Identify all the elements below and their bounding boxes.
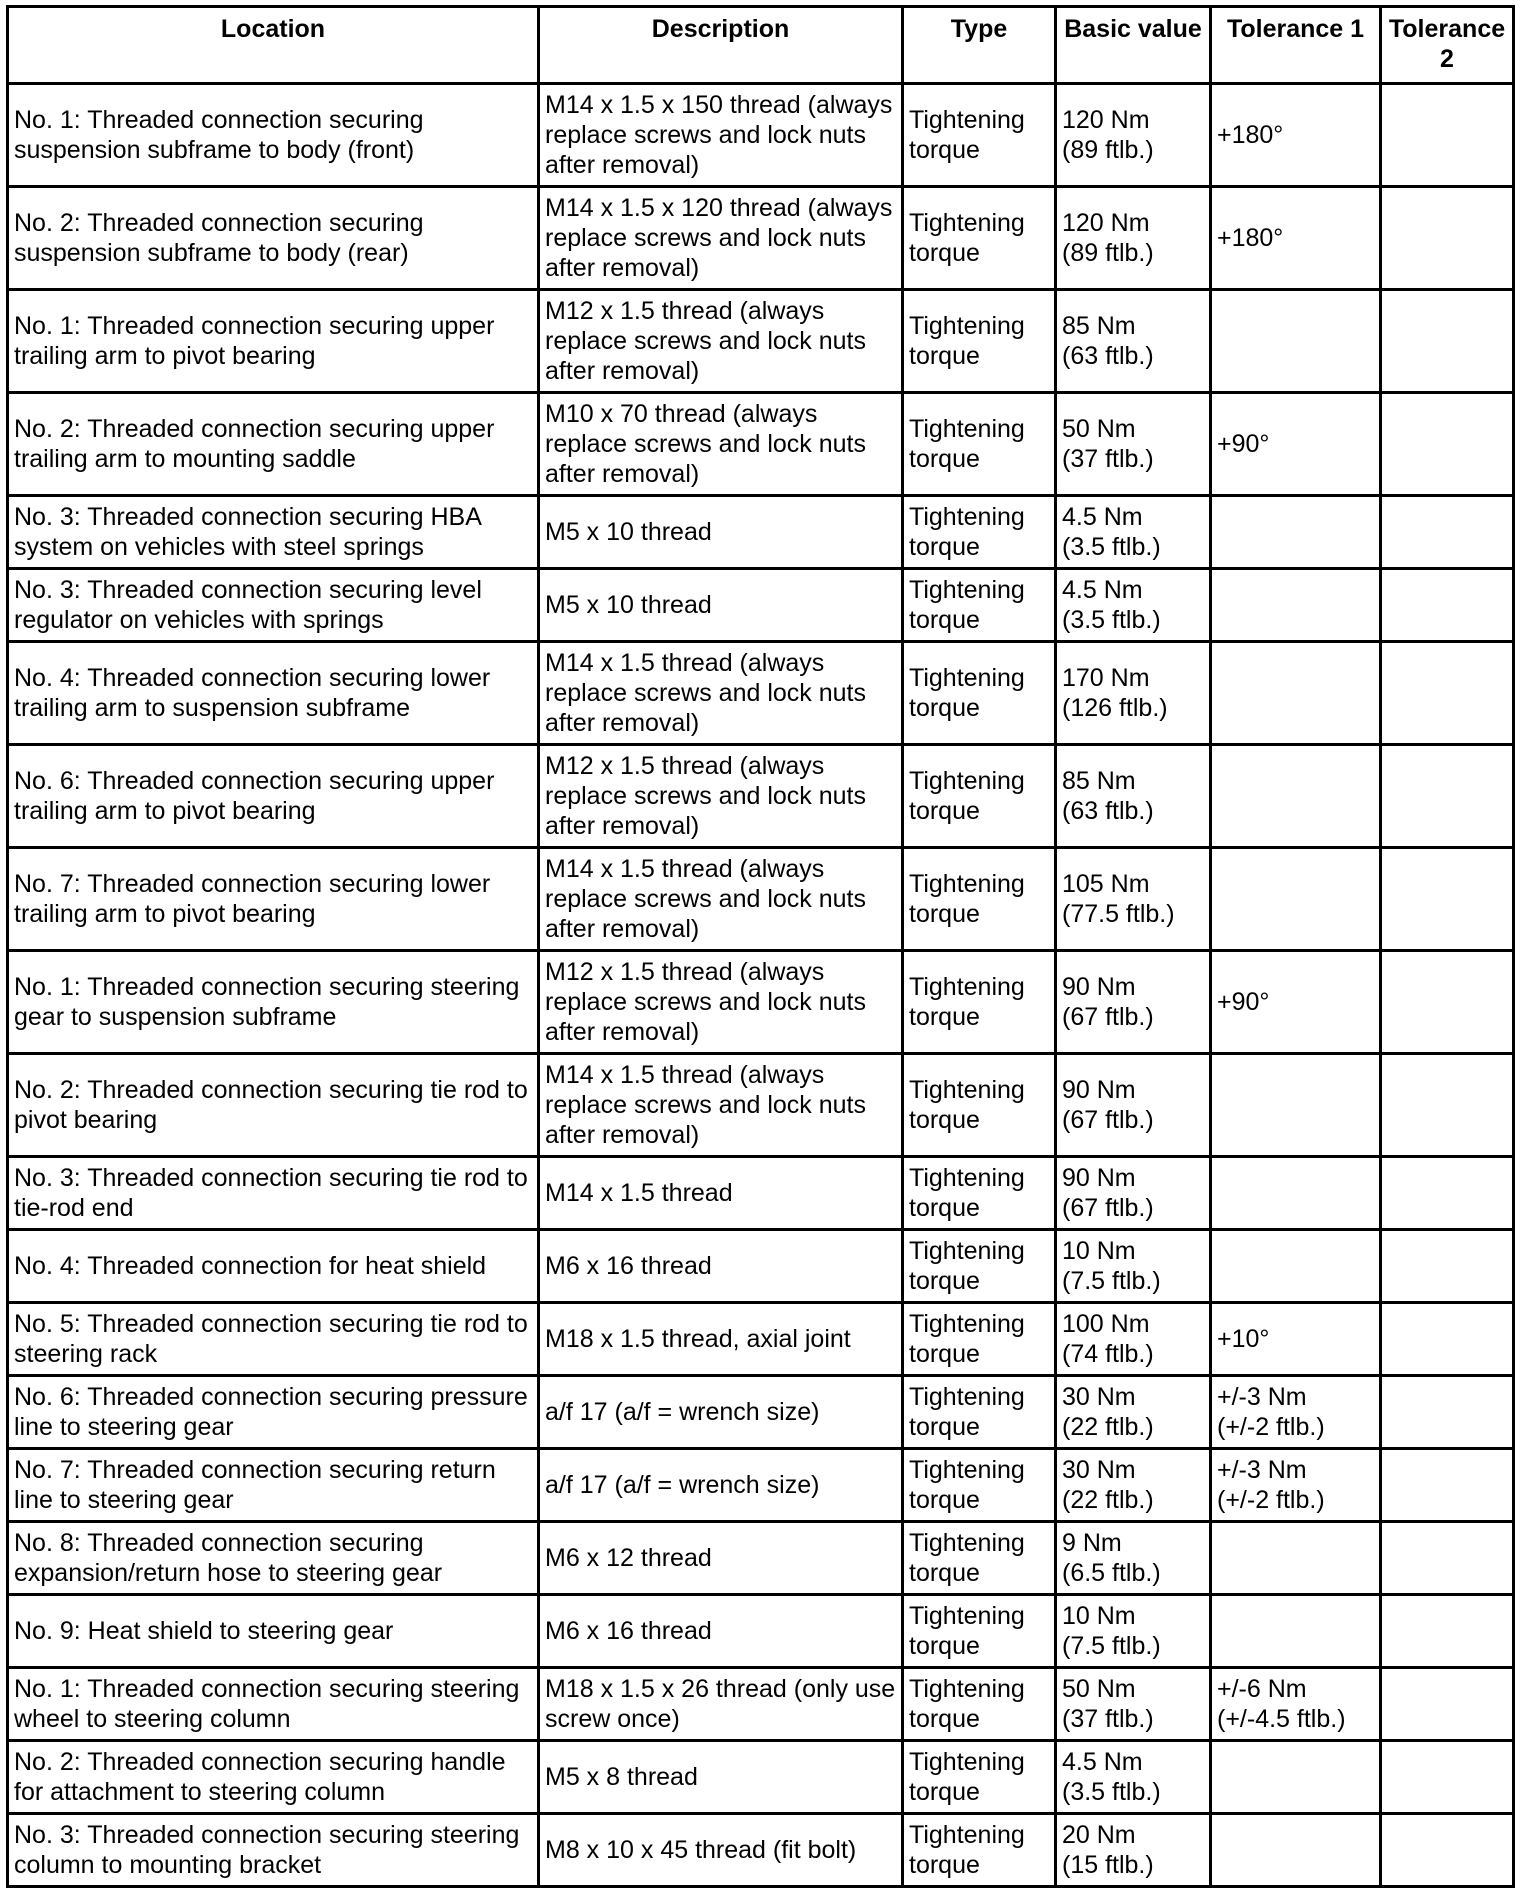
cell-tolerance-2 xyxy=(1381,1449,1514,1522)
cell-description-text: M14 x 1.5 x 120 thread (always replace screws and lock nuts after removal) xyxy=(545,194,893,282)
cell-location-text: No. 6: Threaded connection securing pressure line to steering gear xyxy=(14,1383,528,1441)
table-row xyxy=(8,1376,1514,1449)
header-tolerance-1-label: Tolerance 1 xyxy=(1226,15,1365,43)
table-row xyxy=(8,1303,1514,1376)
cell-description xyxy=(539,1741,903,1814)
cell-description-text: M18 x 1.5 thread, axial joint xyxy=(545,1325,851,1353)
cell-basic-value-text: 4.5 Nm (3.5 ftlb.) xyxy=(1062,576,1161,634)
cell-tolerance-2 xyxy=(1381,1741,1514,1814)
cell-basic-value-text: 50 Nm (37 ftlb.) xyxy=(1062,1675,1154,1733)
cell-description xyxy=(539,290,903,393)
cell-basic-value-text: 120 Nm (89 ftlb.) xyxy=(1062,209,1154,267)
cell-description-text: M12 x 1.5 thread (always replace screws and lock nuts after removal) xyxy=(545,752,866,840)
cell-description-text: M8 x 10 x 45 thread (fit bolt) xyxy=(545,1836,857,1864)
cell-location-text: No. 1: Threaded connection securing steering wheel to steering column xyxy=(14,1675,520,1733)
cell-location-text: No. 5: Threaded connection securing tie rod to steering rack xyxy=(14,1310,528,1368)
cell-basic-value xyxy=(1056,951,1211,1054)
cell-type xyxy=(903,1522,1056,1595)
header-tolerance-2-label: Tolerance 2 xyxy=(1388,15,1506,73)
cell-type-text: Tightening torque xyxy=(909,870,1025,928)
cell-basic-value-text: 50 Nm (37 ftlb.) xyxy=(1062,415,1154,473)
cell-type xyxy=(903,1741,1056,1814)
cell-location xyxy=(8,1303,539,1376)
cell-tolerance-2 xyxy=(1381,1376,1514,1449)
cell-basic-value xyxy=(1056,745,1211,848)
cell-tolerance-1-text: +90° xyxy=(1217,430,1270,458)
table-row xyxy=(8,1522,1514,1595)
table-header xyxy=(8,7,1514,84)
cell-basic-value-text: 20 Nm (15 ftlb.) xyxy=(1062,1821,1154,1879)
cell-tolerance-1-text: +90° xyxy=(1217,988,1270,1016)
cell-description-text: M6 x 12 thread xyxy=(545,1544,712,1572)
header-basic-value-label: Basic value xyxy=(1064,15,1202,43)
cell-tolerance-1 xyxy=(1211,1449,1381,1522)
cell-type-text: Tightening torque xyxy=(909,1310,1025,1368)
cell-type xyxy=(903,1303,1056,1376)
cell-location-text: No. 2: Threaded connection securing tie rod to pivot bearing xyxy=(14,1076,528,1134)
cell-tolerance-2 xyxy=(1381,569,1514,642)
cell-location xyxy=(8,1230,539,1303)
cell-description xyxy=(539,1157,903,1230)
cell-type xyxy=(903,1054,1056,1157)
cell-basic-value xyxy=(1056,84,1211,187)
cell-location-text: No. 7: Threaded connection securing lower trailing arm to pivot bearing xyxy=(14,870,491,928)
cell-location xyxy=(8,642,539,745)
cell-tolerance-2 xyxy=(1381,290,1514,393)
cell-location-text: No. 8: Threaded connection securing expansion/return hose to steering gear xyxy=(14,1529,443,1587)
cell-basic-value xyxy=(1056,393,1211,496)
cell-tolerance-2 xyxy=(1381,745,1514,848)
cell-type-text: Tightening torque xyxy=(909,1164,1025,1222)
cell-location xyxy=(8,569,539,642)
cell-tolerance-1 xyxy=(1211,1741,1381,1814)
cell-type xyxy=(903,1449,1056,1522)
cell-description-text: M14 x 1.5 thread (always replace screws and lock nuts after removal) xyxy=(545,1061,866,1149)
cell-tolerance-2 xyxy=(1381,1054,1514,1157)
cell-basic-value-text: 4.5 Nm (3.5 ftlb.) xyxy=(1062,503,1161,561)
cell-basic-value-text: 10 Nm (7.5 ftlb.) xyxy=(1062,1237,1161,1295)
cell-description-text: M5 x 10 thread xyxy=(545,591,712,619)
cell-tolerance-2 xyxy=(1381,393,1514,496)
cell-description xyxy=(539,1668,903,1741)
table-row xyxy=(8,569,1514,642)
cell-type xyxy=(903,1595,1056,1668)
header-row xyxy=(8,7,1514,84)
cell-basic-value xyxy=(1056,187,1211,290)
cell-basic-value xyxy=(1056,496,1211,569)
table-row xyxy=(8,745,1514,848)
cell-basic-value-text: 100 Nm (74 ftlb.) xyxy=(1062,1310,1154,1368)
cell-description xyxy=(539,1054,903,1157)
cell-tolerance-2 xyxy=(1381,1303,1514,1376)
cell-tolerance-1-text: +180° xyxy=(1217,121,1284,149)
cell-tolerance-2 xyxy=(1381,1595,1514,1668)
cell-type-text: Tightening torque xyxy=(909,576,1025,634)
cell-type-text: Tightening torque xyxy=(909,973,1025,1031)
cell-tolerance-1 xyxy=(1211,1230,1381,1303)
cell-location xyxy=(8,84,539,187)
cell-description-text: M6 x 16 thread xyxy=(545,1617,712,1645)
cell-location xyxy=(8,1157,539,1230)
cell-type xyxy=(903,1157,1056,1230)
cell-location-text: No. 2: Threaded connection securing suspension subframe to body (rear) xyxy=(14,209,424,267)
cell-type xyxy=(903,951,1056,1054)
table-row xyxy=(8,1230,1514,1303)
cell-location xyxy=(8,1668,539,1741)
cell-type xyxy=(903,1668,1056,1741)
cell-type xyxy=(903,1376,1056,1449)
cell-basic-value-text: 85 Nm (63 ftlb.) xyxy=(1062,767,1154,825)
cell-type xyxy=(903,496,1056,569)
cell-description-text: a/f 17 (a/f = wrench size) xyxy=(545,1398,820,1426)
cell-type xyxy=(903,642,1056,745)
cell-description xyxy=(539,642,903,745)
cell-description xyxy=(539,393,903,496)
cell-location xyxy=(8,848,539,951)
cell-location xyxy=(8,393,539,496)
cell-location-text: No. 3: Threaded connection securing HBA system on vehicles with steel springs xyxy=(14,503,482,561)
cell-location-text: No. 3: Threaded connection securing steering column to mounting bracket xyxy=(14,1821,520,1879)
table-row xyxy=(8,951,1514,1054)
table-row xyxy=(8,1054,1514,1157)
cell-tolerance-2 xyxy=(1381,187,1514,290)
cell-type-text: Tightening torque xyxy=(909,767,1025,825)
cell-description xyxy=(539,84,903,187)
table-body xyxy=(8,84,1514,1887)
cell-description-text: M18 x 1.5 x 26 thread (only use screw once) xyxy=(545,1675,896,1733)
cell-type-text: Tightening torque xyxy=(909,1748,1025,1806)
table-row xyxy=(8,393,1514,496)
cell-description xyxy=(539,187,903,290)
cell-type xyxy=(903,84,1056,187)
cell-tolerance-1-text: +/-3 Nm (+/-2 ftlb.) xyxy=(1217,1456,1325,1514)
cell-basic-value xyxy=(1056,1595,1211,1668)
cell-description xyxy=(539,1376,903,1449)
torque-spec-table xyxy=(6,5,1515,1888)
cell-description-text: a/f 17 (a/f = wrench size) xyxy=(545,1471,820,1499)
cell-location xyxy=(8,496,539,569)
cell-location-text: No. 1: Threaded connection securing suspension subframe to body (front) xyxy=(14,106,424,164)
cell-type-text: Tightening torque xyxy=(909,209,1025,267)
header-basic-value xyxy=(1056,7,1211,84)
cell-location xyxy=(8,1376,539,1449)
cell-type-text: Tightening torque xyxy=(909,1076,1025,1134)
cell-tolerance-1-text: +180° xyxy=(1217,224,1284,252)
cell-type-text: Tightening torque xyxy=(909,1529,1025,1587)
cell-basic-value xyxy=(1056,1522,1211,1595)
cell-location xyxy=(8,745,539,848)
header-tolerance-1 xyxy=(1211,7,1381,84)
cell-tolerance-1 xyxy=(1211,1157,1381,1230)
cell-basic-value-text: 120 Nm (89 ftlb.) xyxy=(1062,106,1154,164)
header-location-label: Location xyxy=(220,15,326,43)
cell-tolerance-2 xyxy=(1381,1522,1514,1595)
table-row xyxy=(8,1157,1514,1230)
cell-type xyxy=(903,569,1056,642)
cell-type-text: Tightening torque xyxy=(909,1456,1025,1514)
cell-description xyxy=(539,1230,903,1303)
cell-location xyxy=(8,1522,539,1595)
table-row xyxy=(8,1595,1514,1668)
cell-basic-value xyxy=(1056,1157,1211,1230)
cell-tolerance-2 xyxy=(1381,84,1514,187)
cell-location-text: No. 6: Threaded connection securing upper trailing arm to pivot bearing xyxy=(14,767,495,825)
cell-location xyxy=(8,1054,539,1157)
table-row xyxy=(8,848,1514,951)
cell-basic-value-text: 105 Nm (77.5 ftlb.) xyxy=(1062,870,1175,928)
cell-type-text: Tightening torque xyxy=(909,1821,1025,1879)
cell-location-text: No. 3: Threaded connection securing level regulator on vehicles with springs xyxy=(14,576,482,634)
cell-basic-value-text: 30 Nm (22 ftlb.) xyxy=(1062,1456,1154,1514)
cell-basic-value-text: 85 Nm (63 ftlb.) xyxy=(1062,312,1154,370)
cell-tolerance-1 xyxy=(1211,1054,1381,1157)
cell-type xyxy=(903,848,1056,951)
cell-type-text: Tightening torque xyxy=(909,1602,1025,1660)
cell-type-text: Tightening torque xyxy=(909,312,1025,370)
cell-type xyxy=(903,745,1056,848)
table-row xyxy=(8,290,1514,393)
cell-description-text: M6 x 16 thread xyxy=(545,1252,712,1280)
cell-tolerance-1 xyxy=(1211,84,1381,187)
cell-location-text: No. 3: Threaded connection securing tie rod to tie-rod end xyxy=(14,1164,528,1222)
cell-description xyxy=(539,951,903,1054)
cell-location xyxy=(8,1449,539,1522)
cell-tolerance-2 xyxy=(1381,1668,1514,1741)
cell-description xyxy=(539,569,903,642)
cell-type-text: Tightening torque xyxy=(909,1383,1025,1441)
cell-description-text: M14 x 1.5 thread (always replace screws and lock nuts after removal) xyxy=(545,855,866,943)
cell-tolerance-1 xyxy=(1211,393,1381,496)
cell-tolerance-2 xyxy=(1381,1230,1514,1303)
cell-location xyxy=(8,951,539,1054)
cell-tolerance-1-text: +/-3 Nm (+/-2 ftlb.) xyxy=(1217,1383,1325,1441)
cell-location-text: No. 9: Heat shield to steering gear xyxy=(14,1617,394,1645)
cell-type xyxy=(903,393,1056,496)
cell-location xyxy=(8,187,539,290)
header-location xyxy=(8,7,539,84)
cell-tolerance-1 xyxy=(1211,1668,1381,1741)
cell-tolerance-1 xyxy=(1211,642,1381,745)
cell-description xyxy=(539,1449,903,1522)
cell-basic-value-text: 4.5 Nm (3.5 ftlb.) xyxy=(1062,1748,1161,1806)
cell-type-text: Tightening torque xyxy=(909,415,1025,473)
cell-basic-value xyxy=(1056,1376,1211,1449)
cell-tolerance-2 xyxy=(1381,1157,1514,1230)
cell-tolerance-1 xyxy=(1211,1522,1381,1595)
cell-basic-value-text: 90 Nm (67 ftlb.) xyxy=(1062,1076,1154,1134)
cell-basic-value xyxy=(1056,848,1211,951)
cell-basic-value-text: 10 Nm (7.5 ftlb.) xyxy=(1062,1602,1161,1660)
cell-basic-value xyxy=(1056,1741,1211,1814)
cell-location-text: No. 1: Threaded connection securing upper trailing arm to pivot bearing xyxy=(14,312,495,370)
cell-tolerance-2 xyxy=(1381,848,1514,951)
cell-basic-value xyxy=(1056,1054,1211,1157)
cell-tolerance-2 xyxy=(1381,642,1514,745)
cell-tolerance-1 xyxy=(1211,1595,1381,1668)
cell-description xyxy=(539,1595,903,1668)
cell-location-text: No. 2: Threaded connection securing upper trailing arm to mounting saddle xyxy=(14,415,495,473)
cell-basic-value xyxy=(1056,1668,1211,1741)
cell-basic-value xyxy=(1056,290,1211,393)
cell-basic-value-text: 90 Nm (67 ftlb.) xyxy=(1062,973,1154,1031)
cell-type-text: Tightening torque xyxy=(909,664,1025,722)
cell-description-text: M12 x 1.5 thread (always replace screws and lock nuts after removal) xyxy=(545,958,866,1046)
cell-tolerance-1 xyxy=(1211,290,1381,393)
table-row xyxy=(8,642,1514,745)
cell-description xyxy=(539,496,903,569)
cell-description-text: M10 x 70 thread (always replace screws and lock nuts after removal) xyxy=(545,400,866,488)
cell-tolerance-1-text: +/-6 Nm (+/-4.5 ftlb.) xyxy=(1217,1675,1346,1733)
cell-location xyxy=(8,290,539,393)
header-type-label: Type xyxy=(950,15,1008,43)
header-description-label: Description xyxy=(651,15,790,43)
cell-basic-value-text: 9 Nm (6.5 ftlb.) xyxy=(1062,1529,1161,1587)
cell-type-text: Tightening torque xyxy=(909,106,1025,164)
cell-location-text: No. 4: Threaded connection for heat shield xyxy=(14,1252,487,1280)
cell-basic-value-text: 90 Nm (67 ftlb.) xyxy=(1062,1164,1154,1222)
cell-basic-value xyxy=(1056,1230,1211,1303)
cell-basic-value xyxy=(1056,1303,1211,1376)
table-row xyxy=(8,84,1514,187)
cell-tolerance-1 xyxy=(1211,187,1381,290)
cell-description xyxy=(539,848,903,951)
cell-description-text: M12 x 1.5 thread (always replace screws and lock nuts after removal) xyxy=(545,297,866,385)
table-row xyxy=(8,1449,1514,1522)
cell-location-text: No. 1: Threaded connection securing steering gear to suspension subframe xyxy=(14,973,520,1031)
cell-basic-value xyxy=(1056,642,1211,745)
cell-description-text: M5 x 10 thread xyxy=(545,518,712,546)
cell-location xyxy=(8,1595,539,1668)
cell-type-text: Tightening torque xyxy=(909,1237,1025,1295)
cell-basic-value-text: 170 Nm (126 ftlb.) xyxy=(1062,664,1168,722)
cell-type-text: Tightening torque xyxy=(909,503,1025,561)
cell-location-text: No. 7: Threaded connection securing return line to steering gear xyxy=(14,1456,496,1514)
cell-tolerance-1 xyxy=(1211,848,1381,951)
cell-description-text: M14 x 1.5 thread (always replace screws and lock nuts after removal) xyxy=(545,649,866,737)
cell-type xyxy=(903,187,1056,290)
cell-description xyxy=(539,1522,903,1595)
cell-description-text: M5 x 8 thread xyxy=(545,1763,698,1791)
cell-tolerance-2 xyxy=(1381,951,1514,1054)
header-type xyxy=(903,7,1056,84)
cell-description-text: M14 x 1.5 x 150 thread (always replace screws and lock nuts after removal) xyxy=(545,91,893,179)
header-description xyxy=(539,7,903,84)
cell-tolerance-1 xyxy=(1211,1376,1381,1449)
cell-tolerance-1 xyxy=(1211,1303,1381,1376)
cell-tolerance-1 xyxy=(1211,569,1381,642)
cell-basic-value xyxy=(1056,1449,1211,1522)
cell-basic-value xyxy=(1056,569,1211,642)
cell-basic-value-text: 30 Nm (22 ftlb.) xyxy=(1062,1383,1154,1441)
table-row xyxy=(8,187,1514,290)
cell-tolerance-1 xyxy=(1211,951,1381,1054)
cell-type-text: Tightening torque xyxy=(909,1675,1025,1733)
cell-description xyxy=(539,745,903,848)
cell-type xyxy=(903,1230,1056,1303)
cell-tolerance-1 xyxy=(1211,745,1381,848)
cell-location xyxy=(8,1741,539,1814)
table-row xyxy=(8,1668,1514,1741)
table-row xyxy=(8,1741,1514,1814)
cell-location-text: No. 4: Threaded connection securing lower trailing arm to suspension subframe xyxy=(14,664,491,722)
cell-description xyxy=(539,1303,903,1376)
cell-tolerance-1 xyxy=(1211,496,1381,569)
cell-tolerance-2 xyxy=(1381,496,1514,569)
cell-type xyxy=(903,290,1056,393)
cell-description-text: M14 x 1.5 thread xyxy=(545,1179,733,1207)
cell-tolerance-1-text: +10° xyxy=(1217,1325,1270,1353)
table-row xyxy=(8,496,1514,569)
cell-location-text: No. 2: Threaded connection securing handle for attachment to steering column xyxy=(14,1748,506,1806)
header-tolerance-2 xyxy=(1381,7,1514,84)
